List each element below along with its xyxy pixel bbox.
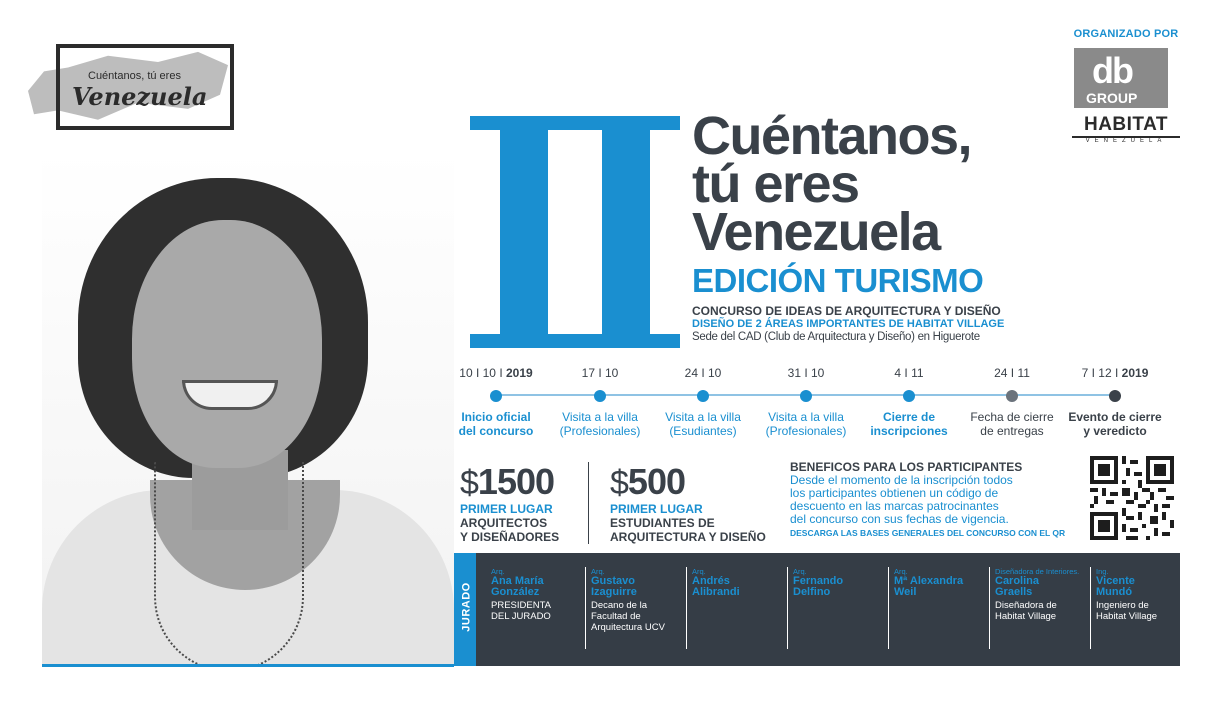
title-line-3: Venezuela (692, 202, 940, 262)
timeline-item (540, 366, 660, 438)
title-line-1: Cuéntanos, (692, 106, 972, 166)
juror-card (787, 567, 883, 649)
prize-place: PRIMER LUGAR (460, 502, 553, 516)
juror-role (995, 600, 1085, 622)
prize-amount (460, 462, 559, 503)
timeline-year: 2019 (506, 366, 533, 380)
timeline-label-1: Visita a la villa (562, 410, 638, 424)
jury-band (454, 553, 1180, 666)
jury-tab (454, 553, 476, 666)
timeline-label-1: Visita a la villa (768, 410, 844, 424)
timeline-item (746, 366, 866, 438)
timeline-item (1055, 366, 1175, 438)
juror-title: Arq. (793, 567, 807, 576)
timeline-dot (800, 390, 812, 402)
juror-card (888, 567, 984, 649)
juror-name-2: Mundó (1096, 586, 1133, 598)
timeline-date-text: 31 I 10 (787, 366, 825, 380)
prize-amount (610, 462, 766, 503)
prize-value: 500 (627, 461, 685, 502)
timeline-date (643, 366, 763, 382)
juror-name-1: Mª Alexandra (894, 575, 964, 587)
juror-name-2: Delfino (793, 586, 831, 598)
db-group-logo (1074, 48, 1178, 108)
timeline-date (952, 366, 1072, 382)
prize-professionals (460, 462, 559, 544)
prize-students (610, 462, 766, 544)
edition-title: EDICIÓN TURISMO (692, 262, 984, 299)
timeline-date-text: 17 I 10 (581, 366, 619, 380)
juror-name-1: Gustavo (591, 575, 636, 587)
timeline-date (436, 366, 556, 382)
juror-card (1090, 567, 1178, 649)
timeline-dot (490, 390, 502, 402)
timeline-item (643, 366, 763, 438)
timeline-dot (697, 390, 709, 402)
portrait-photo (42, 150, 454, 666)
subtitle-design: DISEÑO DE 2 ÁREAS IMPORTANTES DE HABITAT VILLAGE (692, 318, 1005, 330)
timeline-date (1055, 366, 1175, 382)
juror-name-2: Graells (995, 586, 1033, 598)
timeline-date-text: 24 I 10 (684, 366, 722, 380)
timeline-label-2: y veredicto (1083, 424, 1147, 438)
timeline-date-text: 7 I 12 I (1081, 366, 1119, 380)
prize-place: PRIMER LUGAR (610, 502, 703, 516)
photo-necklace (154, 462, 304, 666)
timeline-date-text: 10 I 10 I (459, 366, 503, 380)
timeline-item (849, 366, 969, 438)
prize-who-1: ARQUITECTOS (460, 516, 548, 530)
roman-numeral-ii (470, 116, 680, 348)
timeline-date (540, 366, 660, 382)
logo-line2: Venezuela (72, 82, 208, 111)
organizer-block (1066, 28, 1186, 144)
juror-name-2: Weil (894, 586, 917, 598)
logo-line1: Cuéntanos, tú eres (88, 70, 181, 82)
title-line-2: tú eres (692, 154, 859, 214)
juror-title: Arq. (491, 567, 505, 576)
timeline-label-2: inscripciones (870, 424, 948, 438)
juror-name-2: Izaguirre (591, 586, 637, 598)
main-title (692, 106, 1052, 262)
juror-card (486, 567, 582, 649)
benefits-heading: BENEFICOS PARA LOS PARTICIPANTES (790, 460, 1023, 474)
juror-name-2: Alibrandi (692, 586, 740, 598)
photo-face (132, 220, 322, 468)
benefits-line-4: del concurso con sus fechas de vigencia. (790, 512, 1009, 526)
prize-currency: $ (460, 464, 478, 502)
juror-role (591, 600, 681, 633)
prize-who-1: ESTUDIANTES DE (610, 516, 715, 530)
juror-name-1: Andrés (692, 575, 730, 587)
db-logo-vertical: VENEZUELA (1169, 50, 1177, 93)
timeline-year: 2019 (1121, 366, 1149, 380)
photo-smile (182, 380, 278, 410)
juror-name-2: González (491, 586, 540, 598)
photo-underline (42, 664, 454, 667)
juror-title: Diseñadora de Interiores. (995, 567, 1080, 576)
benefits-line-3: descuento en las marcas patrocinantes (790, 499, 999, 513)
timeline-label-1: Fecha de cierre (970, 410, 1054, 424)
organizer-label: ORGANIZADO POR (1073, 28, 1179, 40)
habitat-logo-text: HABITAT (1083, 114, 1169, 135)
timeline-label-1: Cierre de (882, 410, 936, 424)
juror-name-1: Ana María (491, 575, 544, 587)
juror-card (585, 567, 681, 649)
prize-who-2: ARQUITECTURA Y DISEÑO (610, 530, 766, 544)
juror-title: Arq. (894, 567, 908, 576)
campaign-logo (28, 38, 238, 138)
qr-code-icon[interactable] (1090, 456, 1174, 540)
timeline-label-2: (Profesionales) (765, 424, 847, 438)
juror-name-1: Carolina (995, 575, 1040, 587)
timeline-dot (1109, 390, 1121, 402)
juror-title: Ing. (1096, 567, 1109, 576)
juror-card (989, 567, 1085, 649)
juror-role-1: Diseñadora de (995, 600, 1057, 611)
juror-role (491, 600, 582, 622)
juror-name-1: Vicente (1096, 575, 1135, 587)
prize-divider (588, 462, 589, 544)
juror-role-2: Habitat Village (1096, 611, 1158, 622)
juror-name-1: Fernando (793, 575, 844, 587)
juror-role-1: Decano de la (591, 600, 647, 611)
prize-value: 1500 (477, 461, 555, 502)
db-logo-text: db (1092, 50, 1132, 91)
subtitle-venue: Sede del CAD (Club de Arquitectura y Diseño) en Higuerote (692, 331, 980, 343)
timeline-label-2: (Profesionales) (559, 424, 641, 438)
prize-currency: $ (610, 464, 628, 502)
timeline-label-2: de entregas (980, 424, 1044, 438)
juror-card (686, 567, 782, 649)
timeline-dot (1006, 390, 1018, 402)
prize-who-2: Y DISEÑADORES (460, 530, 560, 544)
numeral-stem-right (602, 116, 650, 348)
timeline-date-text: 24 I 11 (994, 366, 1030, 380)
timeline-date (746, 366, 866, 382)
timeline-label-1: Visita a la villa (665, 410, 741, 424)
timeline-item (952, 366, 1072, 438)
timeline-date-text: 4 I 11 (894, 366, 924, 380)
timeline-dot (594, 390, 606, 402)
timeline-label-2: (Esudiantes) (669, 424, 737, 438)
timeline-label-2: del concurso (458, 424, 534, 438)
habitat-logo-sub: VENEZUELA (1072, 136, 1180, 144)
juror-role-2: DEL JURADO (491, 611, 551, 622)
numeral-stem-left (500, 116, 548, 348)
subtitle-contest: CONCURSO DE IDEAS DE ARQUITECTURA Y DISEÑO (692, 304, 1001, 318)
juror-role-2: Facultad de (591, 611, 641, 622)
benefits-block (790, 460, 1080, 538)
juror-role-2: Habitat Village (995, 611, 1057, 622)
db-logo-group: GROUP (1086, 90, 1138, 106)
timeline-label-1: Inicio oficial (461, 410, 531, 424)
timeline-date (849, 366, 969, 382)
timeline-item (436, 366, 556, 438)
timeline-dot (903, 390, 915, 402)
juror-role-1: Ingeniero de (1096, 600, 1149, 611)
benefits-line-1: Desde el momento de la inscripción todos (790, 473, 1013, 487)
jury-label: JURADO (460, 582, 473, 632)
juror-title: Arq. (591, 567, 605, 576)
timeline-label-1: Evento de cierre (1068, 410, 1162, 424)
juror-role-3: Arquitectura UCV (591, 622, 665, 633)
juror-role (1096, 600, 1178, 622)
juror-role-1: PRESIDENTA (491, 600, 552, 611)
benefits-download: DESCARGA LAS BASES GENERALES DEL CONCURSO CON EL QR (790, 528, 1066, 538)
juror-title: Arq. (692, 567, 706, 576)
benefits-line-2: los participantes obtienen un código de (790, 486, 999, 500)
